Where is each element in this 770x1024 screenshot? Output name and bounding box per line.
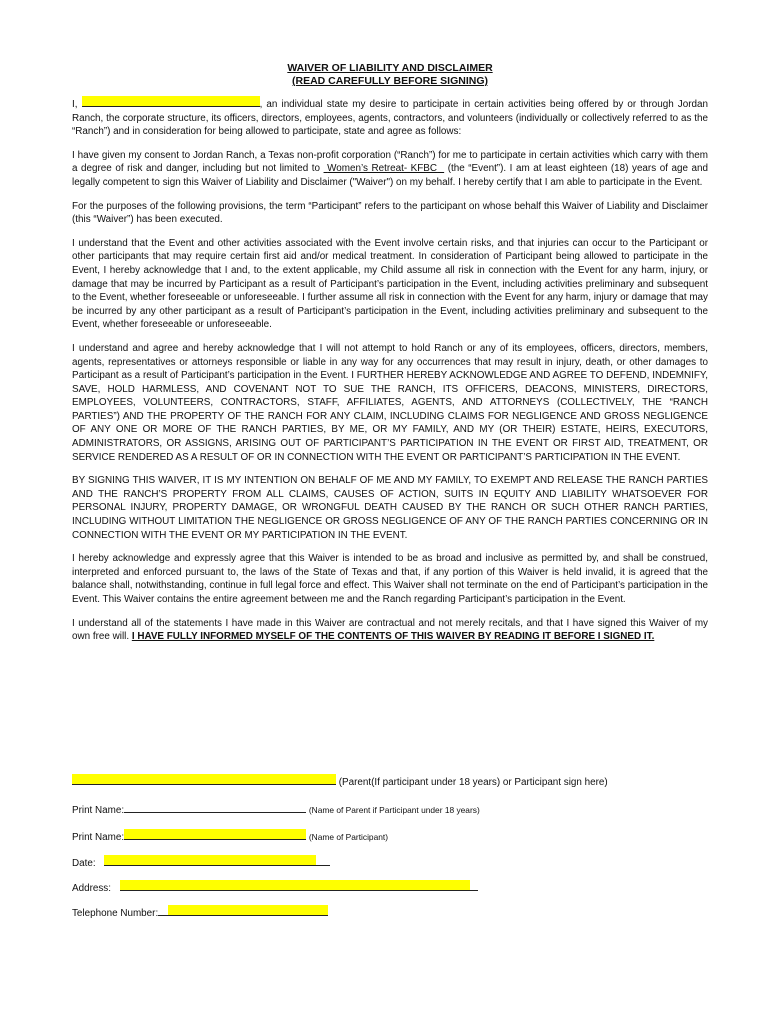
- print-name-participant-note: (Name of Participant): [308, 832, 389, 842]
- address-field[interactable]: [120, 880, 470, 891]
- event-name: [324, 163, 445, 174]
- paragraph-indemnify: I understand and agree and hereby acknowledge that I will not attempt to hold Ranch or any of its employees, officers, directors, members, agents, representatives or attorneys responsible or liable in any way for any occurrences that may result in injury, death, or other damages to Participant as a result of Participant’s participation in the Event. I FURTHER HEREBY ACKNOWLEDGE AND AGREE TO DEFEND, INDEMNIFY, SAVE, HOLD HARMLESS, AND COVENANT NOT TO SUE THE RANCH, ITS OFFICERS, DEACONS, MINISTERS, DIRECTORS, EMPLOYEES, VOLUNTEERS, CONTRACTORS, STAFF, AFFILIATES, AGENTS, AND ATTORNEYS (COLLECTIVELY, THE “RANCH PARTIES”) AND THE PROPERTY OF THE RANCH FOR ANY CLAIM, INCLUDING CLAIMS FOR NEGLIGENCE AND GROSS NEGLIGENCE OF ANY ONE OR MORE OF THE RANCH PARTIES, BY ME, OR MY FAMILY, AND MY (OR THEIR) ESTATE, HEIRS, EXECUTORS, ADMINISTRATORS, OR ASSIGNS, ARISING OUT OF PARTICIPANT’S PARTICIPATION IN THE EVENT OR FIRST AID, TREATMENT, OR SERVICE RENDERED AS A RESULT OF OR IN CONNECTION WITH THE EVENT OR PARTICIPANT’S PARTICIPATION IN THE EVENT.: [72, 342, 708, 463]
- intro-text: , an individual state my desire to participate in certain activities being offered by or through Jordan Ranch, the corporate structure, its officers, directors, employees, agents, contractors, and volunteers (individually or collectively referred to as the “Ranch”) and in consideration for being allowed to participate, state and agree as follows:: [72, 99, 708, 138]
- print-name-parent-field[interactable]: [124, 802, 306, 813]
- paragraph-risk: I understand that the Event and other activities associated with the Event involve certain risks, and that injuries can occur to the Participant or other participants that may require certain first aid and/or medical treatment. In consideration of Participant being allowed to participate in the Event, I hereby acknowledge that I and, to the extent applicable, my Child assume all risk in connection with the Event for any harm, injury, or damage that may be incurred by Participant as a result of Participant’s participation in the Event, including activities preliminary and subsequent to the Event, whether foreseeable or unforeseeable. I further assume all risk in connection with the Event for any harm, injury or damage that may be incurred by any other participant as a result of Participant’s participation in the Event, including activities preliminary and subsequent to the Event, whether foreseeable or unforeseeable.: [72, 237, 708, 331]
- acknowledgement-bold: I HAVE FULLY INFORMED MYSELF OF THE CONTENTS OF THIS WAIVER BY READING IT BEFORE I SIGNED IT.: [131, 631, 655, 643]
- telephone-row: [72, 905, 328, 920]
- acknowledgement-text: I understand all of the statements I have made in this Waiver are contractual and not merely recitals, and that I have signed this Waiver of my own free will.: [72, 617, 708, 643]
- print-name-participant-row: [72, 829, 388, 844]
- telephone-label: Telephone Number:: [72, 908, 159, 919]
- signature-row: [72, 774, 608, 789]
- date-field[interactable]: [104, 855, 316, 866]
- telephone-field-lead: [158, 905, 168, 916]
- date-row: [72, 855, 330, 870]
- paragraph-acknowledgement: [72, 617, 708, 644]
- participant-name-blank[interactable]: [82, 96, 260, 107]
- intro-prefix: I,: [72, 99, 78, 110]
- date-field-tail: [316, 855, 330, 866]
- paragraph-consent: [72, 149, 708, 190]
- paragraph-participant-definition: For the purposes of the following provisions, the term “Participant” refers to the participant on whose behalf this Waiver of Liability and Disclaimer (this “Waiver”) has been executed.: [72, 200, 708, 226]
- address-field-tail: [470, 880, 478, 891]
- telephone-field[interactable]: [168, 905, 328, 916]
- title-sub: (READ CAREFULLY BEFORE SIGNING): [291, 75, 488, 87]
- title-main: WAIVER OF LIABILITY AND DISCLAIMER: [287, 62, 493, 74]
- print-name-parent-row: [72, 802, 480, 817]
- address-label: Address:: [72, 883, 111, 894]
- print-name-label: Print Name:: [72, 805, 125, 816]
- consent-text-a: I have given my consent to Jordan Ranch, a Texas non-profit corporation (“Ranch”) for me to participate in certain activities which carry with them a degree of risk and danger, including but not limited to: [72, 149, 708, 175]
- date-label: Date:: [72, 858, 96, 869]
- document-title: [72, 62, 708, 88]
- signature-field[interactable]: [72, 774, 336, 785]
- consent-text-b: (the “Event”). I am at least eighteen (18) years of age and legally competent to sign this Waiver of Liability and Disclaimer ("Waiver") on my behalf. I hereby certify that I am able to participate in the Event.: [72, 163, 708, 188]
- paragraph-release: BY SIGNING THIS WAIVER, IT IS MY INTENTION ON BEHALF OF ME AND MY FAMILY, TO EXEMPT AND RELEASE THE RANCH PARTIES AND THE RANCH’S PROPERTY FROM ALL CLAIMS, CAUSES OF ACTION, SUITS IN EQUITY AND LIABILITY WHATSOEVER FOR PERSONAL INJURY, PROPERTY DAMAGE, OR WRONGFUL DEATH CAUSED BY THE RANCH OR SUCH OTHER RANCH PARTIES, INCLUDING WITHOUT LIMITATION THE NEGLIGENCE OR GROSS NEGLIGENCE OF ANY OF THE RANCH PARTIES CONCERNING OR IN CONNECTION WITH THE EVENT OR MY PARTICIPATION IN THE EVENT.: [72, 475, 708, 541]
- print-name-participant-field[interactable]: [124, 829, 306, 840]
- address-row: [72, 880, 478, 895]
- signature-label: (Parent(If participant under 18 years) or Participant sign here): [338, 777, 608, 788]
- print-name-parent-note: (Name of Parent if Participant under 18 years): [308, 805, 480, 815]
- waiver-document: [72, 62, 708, 644]
- print-name-label: Print Name:: [72, 832, 125, 843]
- paragraph-scope: I hereby acknowledge and expressly agree that this Waiver is intended to be as broad and inclusive as permitted by, and shall be construed, interpreted and enforced pursuant to, the laws of the State of Texas and that, if any portion of this Waiver is held invalid, it is agreed that the balance shall, notwithstanding, continue in full legal force and effect. This Waiver shall not terminate on the end of Participant’s participation in the Event. This Waiver contains the entire agreement between me and the Ranch regarding Participant’s participation in the Event.: [72, 553, 708, 605]
- event-name-text: Women’s Retreat- KFBC: [327, 163, 438, 175]
- paragraph-intro: [72, 96, 708, 139]
